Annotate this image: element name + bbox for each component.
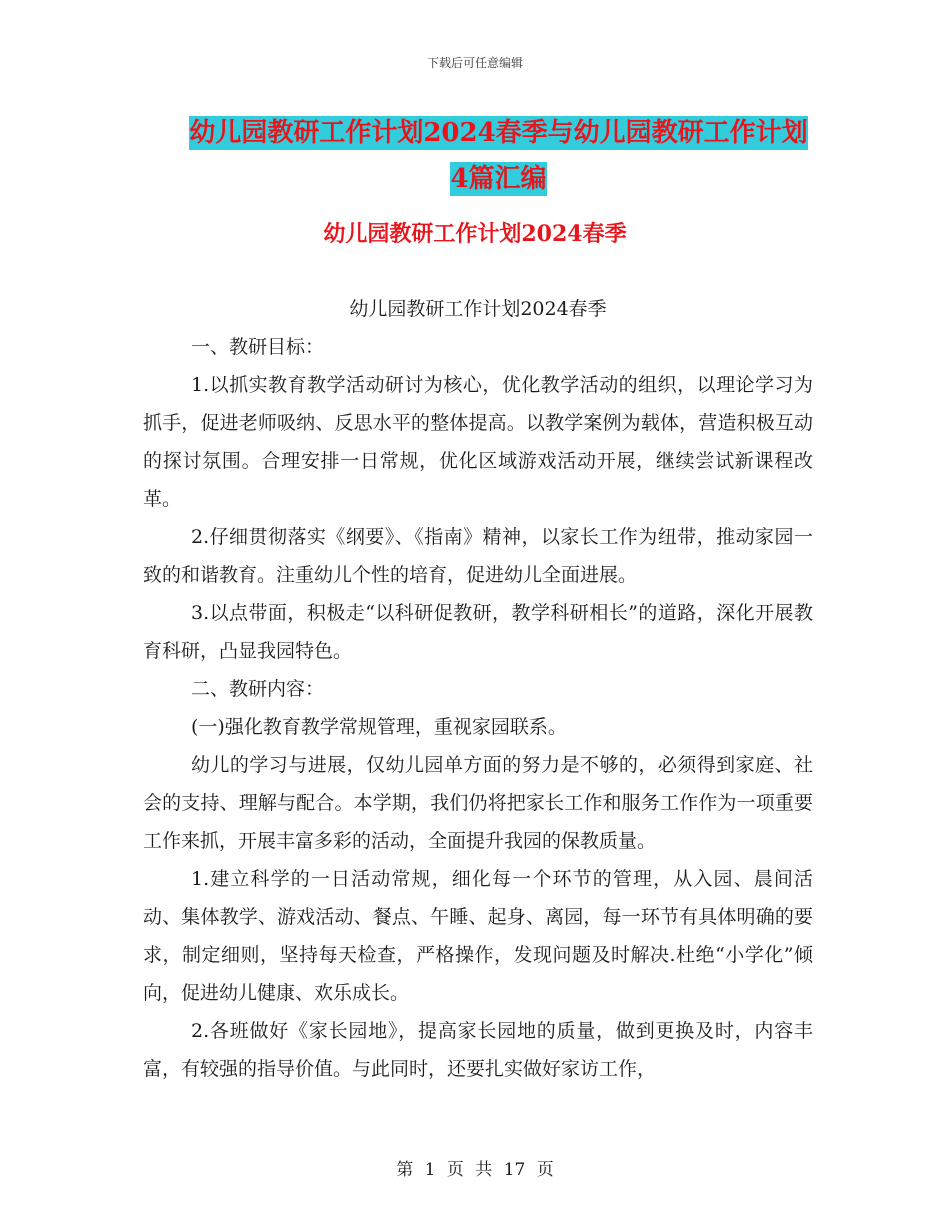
paragraph: 3.以点带面，积极走“以科研促教研，教学科研相长”的道路，深化开展教育科研，凸显我园特色。 — [143, 602, 813, 662]
main-title-line-1: 幼儿园教研工作计划2024春季与幼儿园教研工作计划 — [189, 118, 808, 148]
paragraph: 二、教研内容： — [191, 678, 325, 700]
paragraph: 一、教研目标： — [191, 336, 325, 358]
body-title-line: 幼儿园教研工作计划2024春季 — [349, 298, 607, 320]
paragraph: (一)强化教育教学常规管理，重视家园联系。 — [191, 716, 567, 738]
paragraph: 幼儿的学习与进展，仅幼儿园单方面的努力是不够的，必须得到家庭、社会的支持、理解与配合。本学期，我们仍将把家长工作和服务工作作为一项重要工作来抓，开展丰富多彩的活动，全面提升我园的保教质量。 — [143, 754, 813, 852]
document-body — [143, 290, 813, 1088]
paragraph: 2.仔细贯彻落实《纲要》、《指南》精神，以家长工作为纽带，推动家园一致的和谐教育。注重幼儿个性的培育，促进幼儿全面进展。 — [143, 526, 813, 586]
paragraph: 2.各班做好《家长园地》，提高家长园地的质量，做到更换及时，内容丰富，有较强的指导价值。与此同时，还要扎实做好家访工作， — [143, 1020, 813, 1080]
header-note: 下载后可任意编辑 — [426, 56, 523, 70]
paragraph: 1.以抓实教育教学活动研讨为核心，优化教学活动的组织，以理论学习为抓手，促进老师吸纳、反思水平的整体提高。以教学案例为载体，营造积极互动的探讨氛围。合理安排一日常规，优化区域游戏活动开展，继续尝试新课程改革。 — [143, 374, 813, 510]
main-title-line-2: 4篇汇编 — [450, 164, 547, 194]
page-footer: 第 1 页 共 17 页 — [396, 1160, 554, 1180]
main-title — [187, 110, 810, 202]
section-title: 幼儿园教研工作计划2024春季 — [323, 221, 627, 247]
paragraph: 1.建立科学的一日活动常规，细化每一个环节的管理，从入园、晨间活动、集体教学、游戏活动、餐点、午睡、起身、离园，每一环节有具体明确的要求，制定细则，坚持每天检查，严格操作，发现问题及时解决.杜绝“小学化”倾向，促进幼儿健康、欢乐成长。 — [143, 868, 813, 1004]
